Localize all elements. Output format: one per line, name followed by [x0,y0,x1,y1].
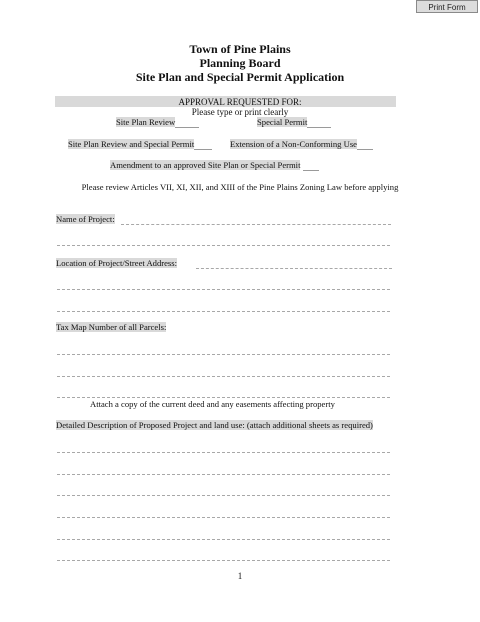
site-plan-special-blank[interactable] [194,141,212,150]
site-plan-special-label: Site Plan Review and Special Permit [68,139,195,149]
town-title: Town of Pine Plains [189,42,291,56]
tax-map-label: Tax Map Number of all Parcels: [56,322,167,332]
amendment-blank[interactable] [303,162,319,171]
amendment-option[interactable] [110,160,319,171]
site-plan-special-option[interactable] [68,139,212,150]
description-line-2[interactable] [57,474,390,475]
tax-map-line-3[interactable] [57,397,390,398]
application-title: Site Plan and Special Permit Application [135,70,345,84]
site-plan-review-option[interactable] [116,117,199,128]
project-name-label: Name of Project: [56,214,115,224]
print-form-button[interactable]: Print Form [416,0,478,13]
project-name-line[interactable] [121,224,391,225]
description-line-3[interactable] [57,495,390,496]
location-line-3[interactable] [57,311,390,312]
deed-note: Attach a copy of the current deed and any easements affecting property [90,399,335,409]
description-label: Detailed Description of Proposed Project and land use: (attach additional sheets as required) [56,420,373,430]
extension-option[interactable] [230,139,373,150]
project-name-line-2[interactable] [57,245,390,246]
description-line-6[interactable] [57,560,390,561]
description-line-5[interactable] [57,539,390,540]
location-line-2[interactable] [57,289,390,290]
amendment-label: Amendment to an approved Site Plan or Special Permit [110,160,301,170]
tax-map-line-2[interactable] [57,376,390,377]
page-number: 1 [237,571,243,581]
special-permit-option[interactable] [257,117,331,128]
location-label: Location of Project/Street Address: [56,258,178,268]
special-permit-blank[interactable] [307,119,331,128]
zoning-review-note: Please review Articles VII, XI, XII, and XIII of the Pine Plains Zoning Law before applying [81,182,399,192]
site-plan-review-label: Site Plan Review [116,117,176,127]
extension-label: Extension of a Non-Conforming Use [230,139,357,149]
description-line-4[interactable] [57,517,390,518]
extension-blank[interactable] [357,141,373,150]
tax-map-line-1[interactable] [57,354,390,355]
print-clearly-instruction: Please type or print clearly [191,107,289,117]
location-line[interactable] [196,268,392,269]
special-permit-label: Special Permit [257,117,308,127]
approval-heading: APPROVAL REQUESTED FOR: [178,97,302,107]
site-plan-review-blank[interactable] [175,119,199,128]
description-line-1[interactable] [57,452,390,453]
board-title: Planning Board [199,56,281,70]
